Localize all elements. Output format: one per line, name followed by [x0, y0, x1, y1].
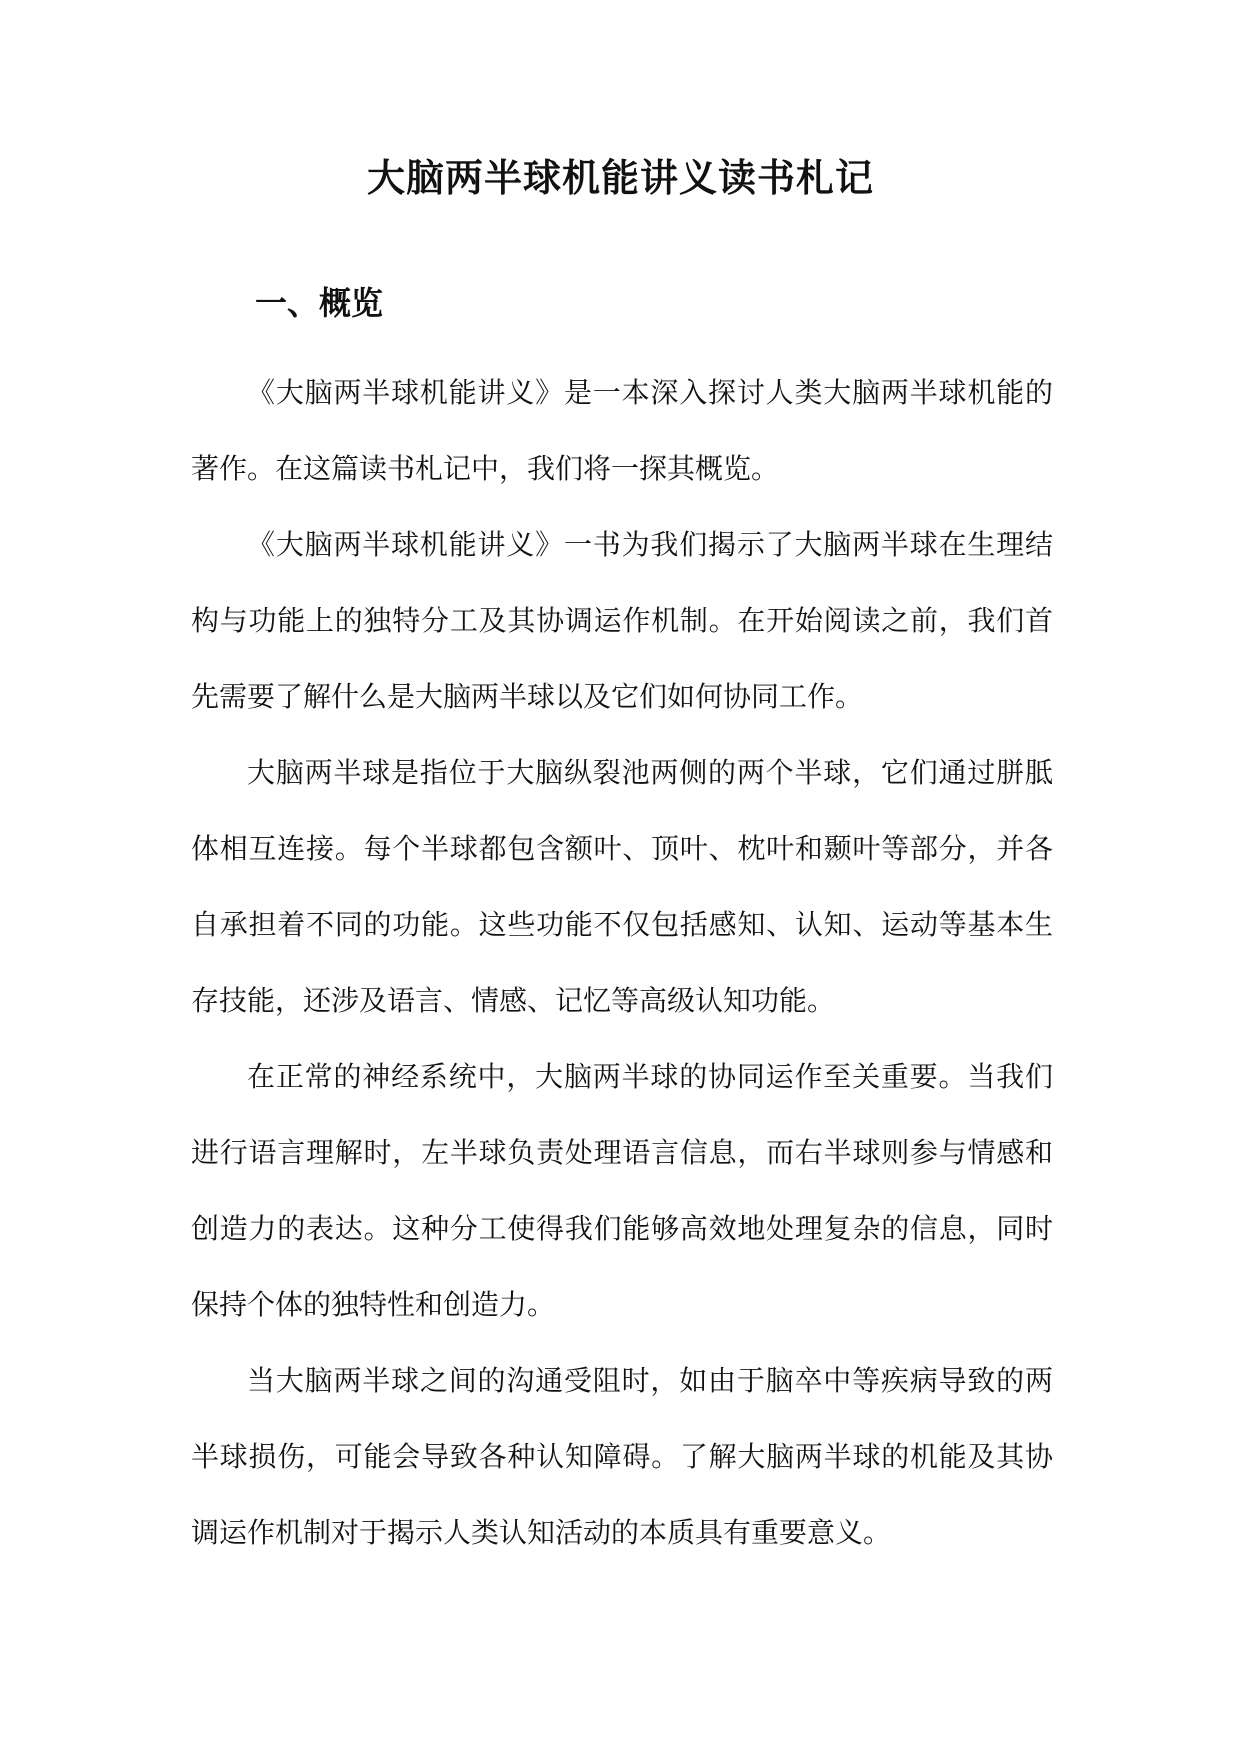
body-text	[191, 355, 1053, 1571]
paragraph: 《大脑两半球机能讲义》一书为我们揭示了大脑两半球在生理结构与功能上的独特分工及其协调运作机制。在开始阅读之前，我们首先需要了解什么是大脑两半球以及它们如何协同工作。	[191, 528, 1053, 713]
document-title: 大脑两半球机能讲义读书札记	[366, 155, 874, 200]
paragraph: 当大脑两半球之间的沟通受阻时，如由于脑卒中等疾病导致的两半球损伤，可能会导致各种认知障碍。了解大脑两半球的机能及其协调运作机制对于揭示人类认知活动的本质具有重要意义。	[191, 1364, 1053, 1549]
paragraph: 在正常的神经系统中，大脑两半球的协同运作至关重要。当我们进行语言理解时，左半球负责处理语言信息，而右半球则参与情感和创造力的表达。这种分工使得我们能够高效地处理复杂的信息，同时保持个体的独特性和创造力。	[191, 1060, 1053, 1321]
paragraph: 《大脑两半球机能讲义》是一本深入探讨人类大脑两半球机能的著作。在这篇读书札记中，我们将一探其概览。	[191, 376, 1053, 485]
section-heading: 一、概览	[255, 284, 384, 322]
paragraph: 大脑两半球是指位于大脑纵裂池两侧的两个半球，它们通过胼胝体相互连接。每个半球都包含额叶、顶叶、枕叶和颞叶等部分，并各自承担着不同的功能。这些功能不仅包括感知、认知、运动等基本生存技能，还涉及语言、情感、记忆等高级认知功能。	[191, 756, 1053, 1017]
